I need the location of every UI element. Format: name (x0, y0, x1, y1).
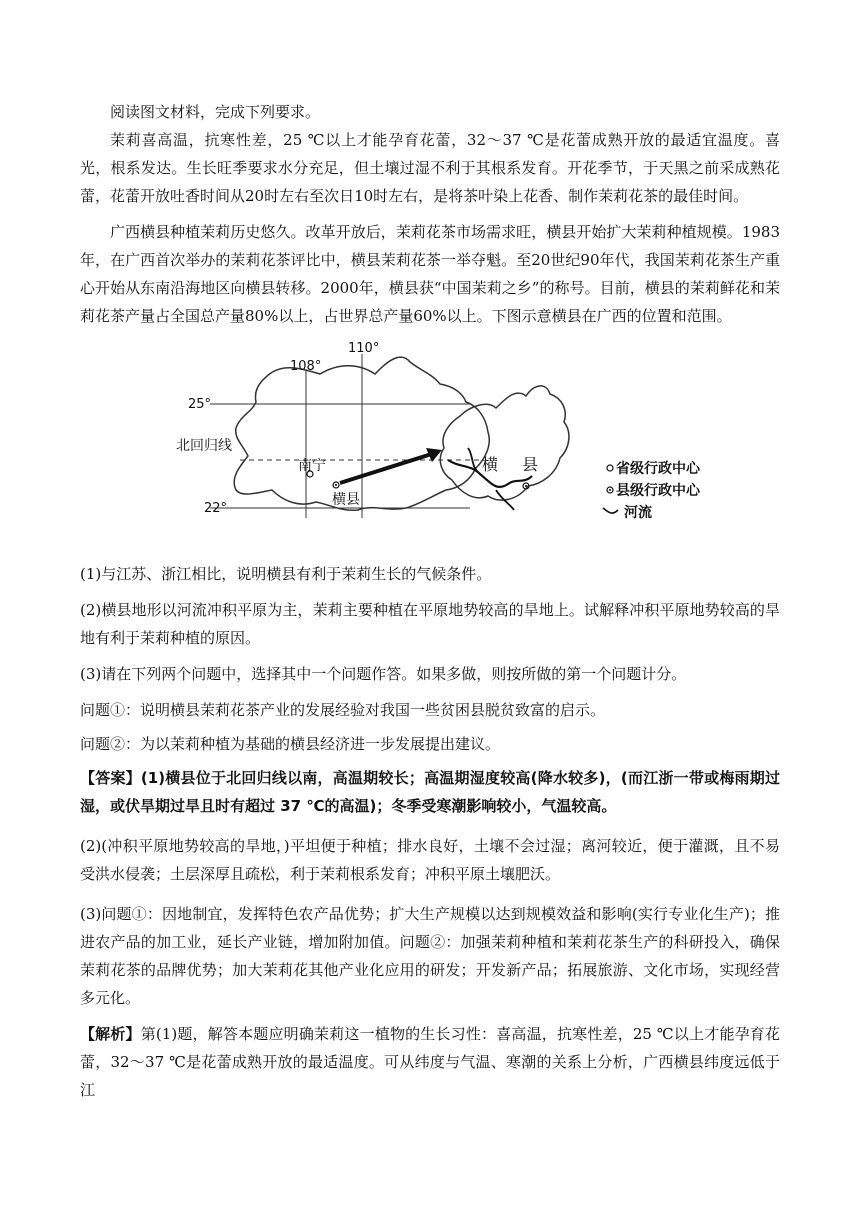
question-3-option-2: 问题②：为以茉莉种植为基础的横县经济进一步发展提出建议。 (80, 735, 501, 753)
lon-108-label: 108° (290, 359, 322, 374)
lat-25-label: 25° (188, 397, 212, 412)
answer-3: (3)问题①：因地制宜，发挥特色农产品优势；扩大生产规模以达到规模效益和影响(实行专业化生产)；推进农产品的加工业，延长产业链，增加附加值。问题②：加强茉莉种植和茉莉花茶生产的科研投入，确保茉莉花茶的品牌优势；加大茉莉花其他产业化应用的研发；开发新产品；拓展旅游、文化市场，实现经营多元化。 (80, 905, 780, 1007)
legend-river-label: 河流 (624, 505, 652, 521)
legend-river-symbol (603, 508, 618, 513)
question-3-option-1: 问题①：说明横县茉莉花茶产业的发展经验对我国一些贫困县脱贫致富的启示。 (80, 701, 606, 719)
legend-provincial-label: 省级行政中心 (616, 461, 700, 477)
inset-xian-label: 县 (522, 455, 539, 474)
legend-county-label: 县级行政中心 (616, 483, 700, 499)
analysis-text: 第(1)题，解答本题应明确茉莉这一植物的生长习性：喜高温，抗寒性差，25 ℃以上才能孕育花蕾，32～37 ℃是花蕾成熟开放的最适温度。可从纬度与气温、寒潮的关系上分析，广西横县纬度远低于江 (80, 1025, 780, 1099)
inset-heng-label: 横 (482, 455, 499, 474)
intro-text: 阅读图文材料，完成下列要求。 (110, 103, 321, 121)
question-1: (1)与江苏、浙江相比，说明横县有利于茉莉生长的气候条件。 (80, 565, 492, 583)
lat-22-label: 22° (204, 501, 228, 516)
material-paragraph-2: 广西横县种植茉莉历史悠久。改革开放后，茉莉花茶市场需求旺，横县开始扩大茉莉种植规模。1983年，在广西首次举办的茉莉花茶评比中，横县茉莉花茶一举夺魁。至20世纪90年代，我国茉莉花茶生产重心开始从东南沿海地区向横县转移。2000年，横县获“中国茉莉之乡”的称号。目前，横县的茉莉鲜花和茉莉花茶产量占全国总产量80%以上，占世界总产量60%以上。下图示意横县在广西的位置和范围。 (80, 223, 780, 325)
tropic-label: 北回归线 (176, 438, 232, 454)
lon-110-label: 110° (348, 341, 380, 356)
question-2: (2)横县地形以河流冲积平原为主，茉莉主要种植在平原地势较高的旱地上。试解释冲积平原地势较高的旱地有利于茉莉种植的原因。 (80, 601, 780, 647)
answer-1: (1)横县位于北回归线以南，高温期较长；高温期湿度较高(降水较多)，(而江浙一带或梅雨期过湿，或伏旱期过旱且时有超过 37 ℃的高温)；冬季受寒潮影响较小，气温较高。 (80, 769, 780, 815)
material-paragraph-1: 茉莉喜高温，抗寒性差，25 ℃以上才能孕育花蕾，32～37 ℃是花蕾成熟开放的最适宜温度。喜光，根系发达。生长旺季要求水分充足，但土壤过湿不利于其根系发育。开花季节，于天黑之前采成熟花蕾，花蕾开放吐香时间从20时左右至次日10时左右，是将茶叶染上花香、制作茉莉花茶的最佳时间。 (80, 131, 780, 205)
answer-1-block (80, 764, 780, 820)
pointer-arrow (340, 452, 438, 483)
analysis-block (80, 1020, 780, 1104)
answer-2: (2)(冲积平原地势较高的旱地，)平坦便于种植；排水良好，土壤不会过湿；离河较近，便于灌溉，且不易受洪水侵袭；土层深厚且疏松，利于茉莉根系发育；冲积平原土壤肥沃。 (80, 837, 780, 883)
guangxi-location-map (170, 340, 730, 530)
nanning-label: 南宁 (298, 458, 326, 474)
question-3: (3)请在下列两个问题中，选择其中一个问题作答。如果多做，则按所做的第一个问题计分。 (80, 665, 687, 683)
hengxian-label: 横县 (332, 492, 360, 508)
analysis-tag: 【解析】 (80, 1025, 141, 1043)
answer-tag: 【答案】 (80, 769, 141, 787)
legend-provincial-symbol (607, 465, 613, 471)
hengxian-county-outline (440, 386, 569, 500)
